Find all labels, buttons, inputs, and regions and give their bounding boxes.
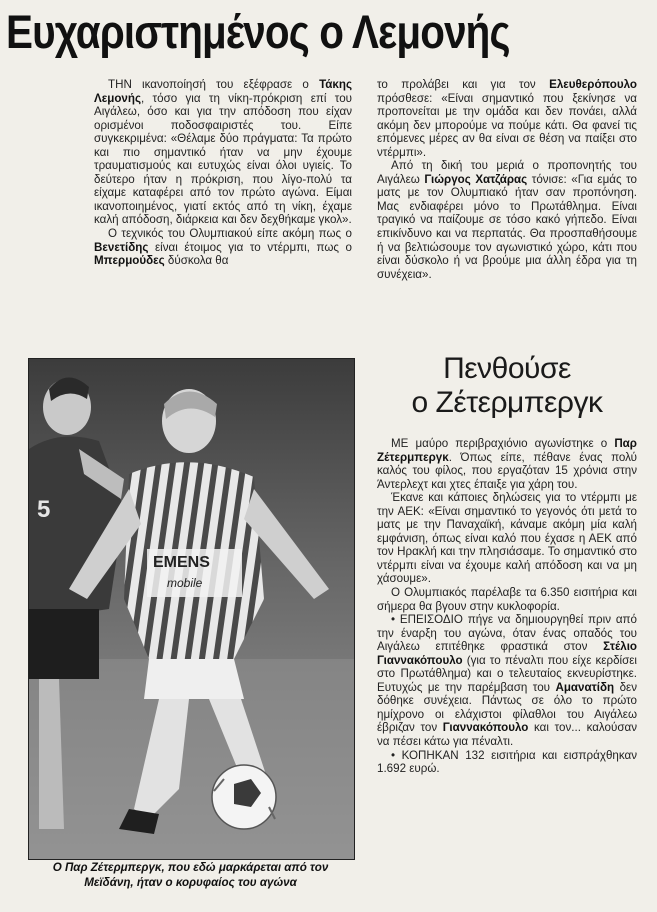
jersey-number: 5: [37, 496, 51, 523]
name-highlight: Μπερμούδες: [94, 254, 165, 268]
name-highlight: Ελευθερόπουλο: [549, 78, 637, 91]
sidebar-story-body: [377, 437, 637, 776]
match-photo: [28, 358, 355, 860]
sidebar-story-title-line2: ο Ζέτερμπεργκ: [411, 386, 603, 419]
paragraph: [377, 437, 637, 491]
paragraph: [94, 227, 352, 268]
text-run: τόνισε: «Για εμάς το ματς με τον Ολυμπιακό ήταν σαν προπόνηση. Μας ενδιαφέρει μόνο το Πρωτάθλημα. Είναι τραγικό να παίζουμε σε τόσο κακό γήπεδο. Είναι επικίνδυνο και να περπατάς. Θα προσπαθήσουμε ή να βελτιώσουμε τον αγωνιστικό χώρο, κάτι που είναι δύσκολο ή να βρούμε μια άλλη έδρα για τη συνέχεια».: [377, 172, 638, 281]
text-run: και τον... καλούσαν να πέσει κάτω για πέναλτι.: [377, 721, 637, 749]
photo-caption: Ο Παρ Ζέτερμπεργκ, που εδώ μαρκάρεται από τον Μεϊδάνη, ήταν ο κορυφαίος του αγώνα: [52, 861, 329, 889]
paragraph: [94, 78, 352, 227]
article-column-right-continuation: [377, 78, 637, 281]
sidebar-story-title-line1: Πενθούσε: [443, 352, 571, 385]
text-run: • ΚΟΠΗΚΑΝ 132 εισιτήρια και εισπράχθηκαν 1.692 ευρώ.: [377, 748, 637, 776]
text-run: (για το πέναλτι που είχε κερδίσει στο Πρωτάθλημα) και ο τελευταίος εκνευρίστηκε. Ευτυχώς με την παρέμβαση του: [377, 653, 637, 694]
text-run: • ΕΠΕΙΣΟΔΙΟ πήγε να δημιουργηθεί πριν από την έναρξη του αγώνα, όταν ένας οπαδός του Αιγάλεω επιτέθηκε φραστικά στον: [377, 613, 637, 654]
name-highlight: Παρ Ζέτερμπεργκ: [377, 437, 637, 464]
article-headline: Ευχαριστημένος ο Λεμονής: [6, 5, 510, 58]
paragraph: [377, 78, 637, 159]
text-run: το προλάβει και για τον: [377, 78, 550, 91]
paragraph: [377, 749, 637, 776]
name-highlight: Γιώργος Χατζάρας: [424, 172, 528, 186]
text-run: Ο τεχνικός του Ολυμπιακού είπε ακόμη πως ο: [108, 227, 352, 241]
text-run: ΜΕ μαύρο περιβραχιόνιο αγωνίστηκε ο: [391, 437, 615, 450]
text-run: είναι έτοιμος για το ντέρμπι, πως ο: [148, 240, 352, 254]
name-highlight: Βενετίδης: [94, 240, 149, 254]
text-run: πρόσθεσε: «Είναι σημαντικό που ξεκίνησε να προπονείται με την ομάδα και δεν πονάει, αλλά ακόμη δεν μπορούμε να πούμε κάτι. Θα φανεί τις επόμενες μέρες αν θα είναι σε θέση να παίξει στο ντέρμπι».: [377, 91, 637, 159]
text-run: Ο Ολυμπιακός παρέλαβε τα 6.350 εισιτήρια και σήμερα θα βγουν στην κυκλοφορία.: [377, 586, 637, 613]
text-run: Από τη δική του μεριά ο προπονητής του Αιγάλεω: [377, 159, 637, 186]
text-run: δεν δόθηκε συνέχεια. Πάντως σε όλο το πρώτο ημίχρονο οι ελάχιστοι φίλαθλοι του Αιγάλεω έβριζαν τον: [377, 680, 637, 735]
article-column-left: [94, 78, 352, 268]
paragraph: [377, 159, 637, 281]
sponsor-text-line1: EMENS: [153, 554, 210, 571]
paragraph: [377, 491, 637, 586]
paragraph: [377, 613, 637, 748]
match-photo-illustration: [29, 359, 354, 859]
sponsor-text-line2: mobile: [167, 576, 203, 590]
name-highlight: Αμανατίδη: [555, 680, 615, 694]
text-run: . Όπως είπε, πέθανε ένας πολύ καλός του φίλος, που εργαζόταν 15 χρόνια στην Άντερλεχτ και χτες έπαιξε για χάρη του.: [377, 450, 637, 491]
text-run: Έκανε και κάποιες δηλώσεις για το ντέρμπι με την ΑΕΚ: «Είναι σημαντικό το γεγονός ότι μετά το ματς με την Παναχαϊκή, κάναμε ακόμη μία καλή εμφάνιση, όπως είναι καλό που έχασε η ΑΕΚ από τον Ηρακλή και την πλησιάσαμε. Το σημαντικό στο ντέρμπι είναι να έχουμε καλή απόδοση και να μη χάσουμε».: [377, 491, 637, 586]
text-run: , τόσο για τη νίκη-πρόκριση επί του Αιγάλεω, όσο και για την απόδοση που είχαν ορισμένοι ποδοσφαιριστές του. Είπε συγκεκριμένα: «Θέλαμε δύο πράγματα: Τα πρώτο και πιο σημαντικό ήταν να μην έχουμε τραυματισμούς και ευτυχώς είναι όλοι υγιείς. Το δεύτερο ήταν η πρόκριση, που λίγο-πολύ τα είχαμε καταφέρει από τον πρώτο αγώνα. Είμαι ικανοποιημένος, γιατί εκτός από τη νίκη, έχαμε καλή απόδοση, διάρκεια και δεν δεχθήκαμε γκολ».: [94, 91, 352, 227]
name-highlight: Τάκης Λεμονής: [94, 78, 352, 105]
sidebar-story-title: [378, 352, 636, 420]
text-run: ΤΗΝ ικανοποίησή του εξέφρασε ο: [108, 78, 320, 91]
paragraph: [377, 586, 637, 613]
football: [212, 765, 276, 829]
name-highlight: Γιαννακόπουλο: [442, 721, 529, 735]
name-highlight: Στέλιο Γιαννακόπουλο: [377, 640, 637, 667]
text-run: δύσκολα θα: [164, 254, 229, 268]
